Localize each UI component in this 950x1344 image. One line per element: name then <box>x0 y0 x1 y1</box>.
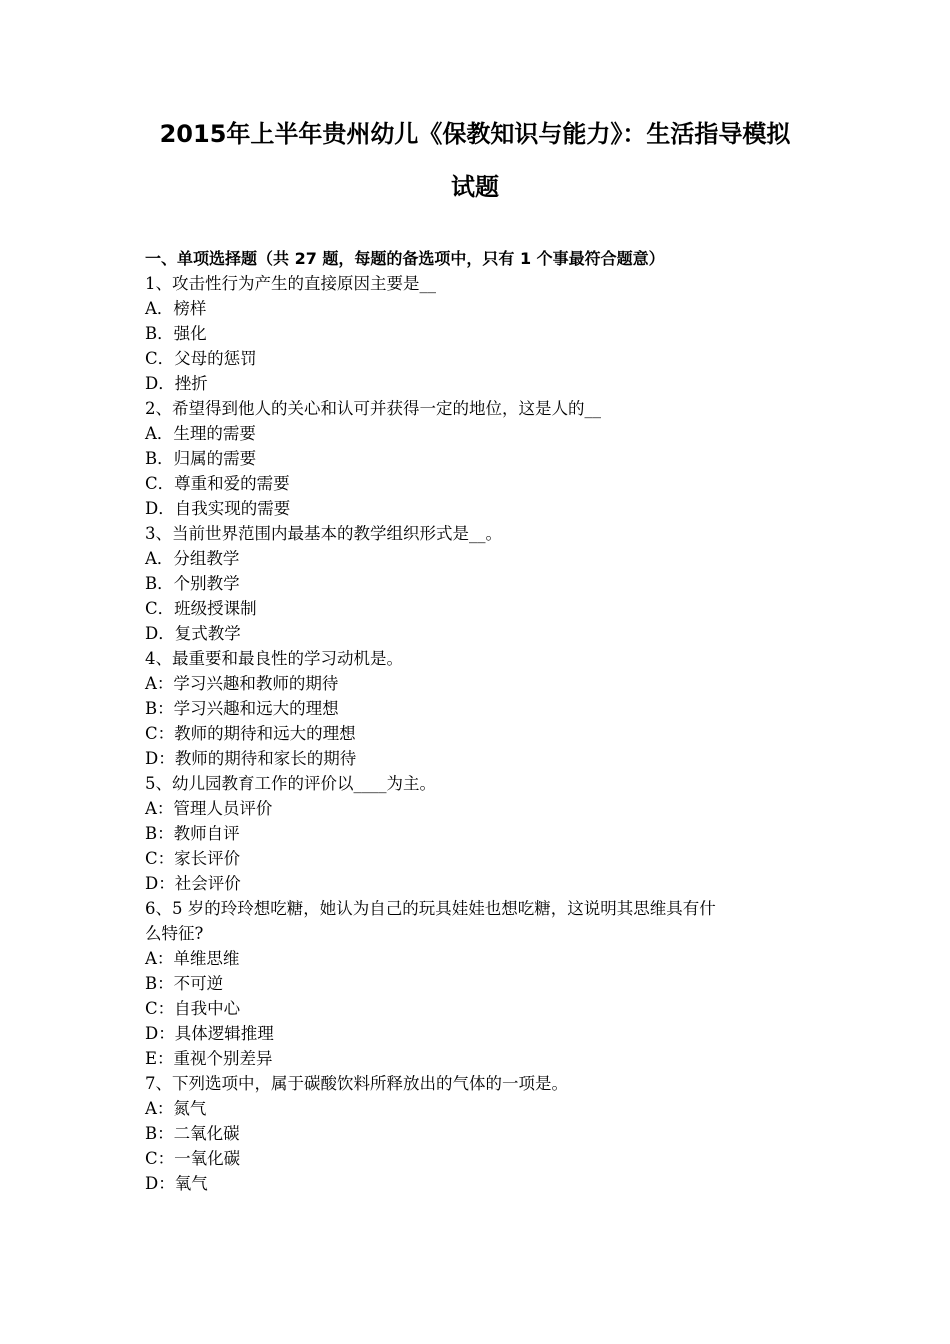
option-b: B．强化 <box>145 324 207 343</box>
option-b: B：教师自评 <box>145 824 240 843</box>
option-d: D：教师的期待和家长的期待 <box>145 749 357 768</box>
question-stem-line-2: 么特征? <box>145 924 204 943</box>
option-d: D．复式教学 <box>145 624 241 643</box>
document-title-line-2: 试题 <box>451 173 499 201</box>
option-c: C：家长评价 <box>145 849 241 868</box>
document-title-line-1: 2015年上半年贵州幼儿《保教知识与能力》：生活指导模拟 <box>159 120 791 148</box>
option-a: A：学习兴趣和教师的期待 <box>145 674 339 693</box>
option-d: D：社会评价 <box>145 874 241 893</box>
option-c: C：教师的期待和远大的理想 <box>145 724 356 743</box>
question-stem: 3、当前世界范围内最基本的教学组织形式是__。 <box>145 524 502 543</box>
option-d: D：具体逻辑推理 <box>145 1024 274 1043</box>
option-c: C．班级授课制 <box>145 599 257 618</box>
option-d: D：氧气 <box>145 1174 208 1193</box>
question-stem: 7、下列选项中，属于碳酸饮料所释放出的气体的一项是。 <box>145 1074 568 1093</box>
option-a: A：单维思维 <box>145 949 240 968</box>
option-a: A：氮气 <box>145 1099 207 1118</box>
option-b: B．归属的需要 <box>145 449 257 468</box>
option-c: C．父母的惩罚 <box>145 349 257 368</box>
question-1 <box>145 271 825 396</box>
option-d: D．挫折 <box>145 374 208 393</box>
section-header: 一、单项选择题（共 27 题，每题的备选项中，只有 1 个事最符合题意） <box>145 249 665 268</box>
question-2 <box>145 396 825 521</box>
option-a: A．生理的需要 <box>145 424 256 443</box>
question-stem: 2、希望得到他人的关心和认可并获得一定的地位，这是人的__ <box>145 399 601 418</box>
question-5 <box>145 771 825 896</box>
question-4 <box>145 646 825 771</box>
option-b: B：学习兴趣和远大的理想 <box>145 699 339 718</box>
option-e: E：重视个别差异 <box>145 1049 273 1068</box>
question-3 <box>145 521 825 646</box>
option-b: B．个别教学 <box>145 574 240 593</box>
option-a: A：管理人员评价 <box>145 799 273 818</box>
option-a: A．榜样 <box>145 299 207 318</box>
option-b: B：二氧化碳 <box>145 1124 240 1143</box>
question-stem-line-1: 6、5 岁的玲玲想吃糖，她认为自己的玩具娃娃也想吃糖，这说明其思维具有什 <box>145 899 716 918</box>
question-6 <box>145 896 825 1071</box>
question-stem: 4、最重要和最良性的学习动机是。 <box>145 649 403 668</box>
option-b: B：不可逆 <box>145 974 224 993</box>
option-c: C．尊重和爱的需要 <box>145 474 290 493</box>
question-7 <box>145 1071 825 1196</box>
document-body <box>145 246 825 1196</box>
option-c: C：一氧化碳 <box>145 1149 241 1168</box>
option-c: C：自我中心 <box>145 999 241 1018</box>
question-stem: 5、幼儿园教育工作的评价以____为主。 <box>145 774 436 793</box>
question-stem: 1、攻击性行为产生的直接原因主要是__ <box>145 274 436 293</box>
option-a: A．分组教学 <box>145 549 240 568</box>
option-d: D．自我实现的需要 <box>145 499 291 518</box>
